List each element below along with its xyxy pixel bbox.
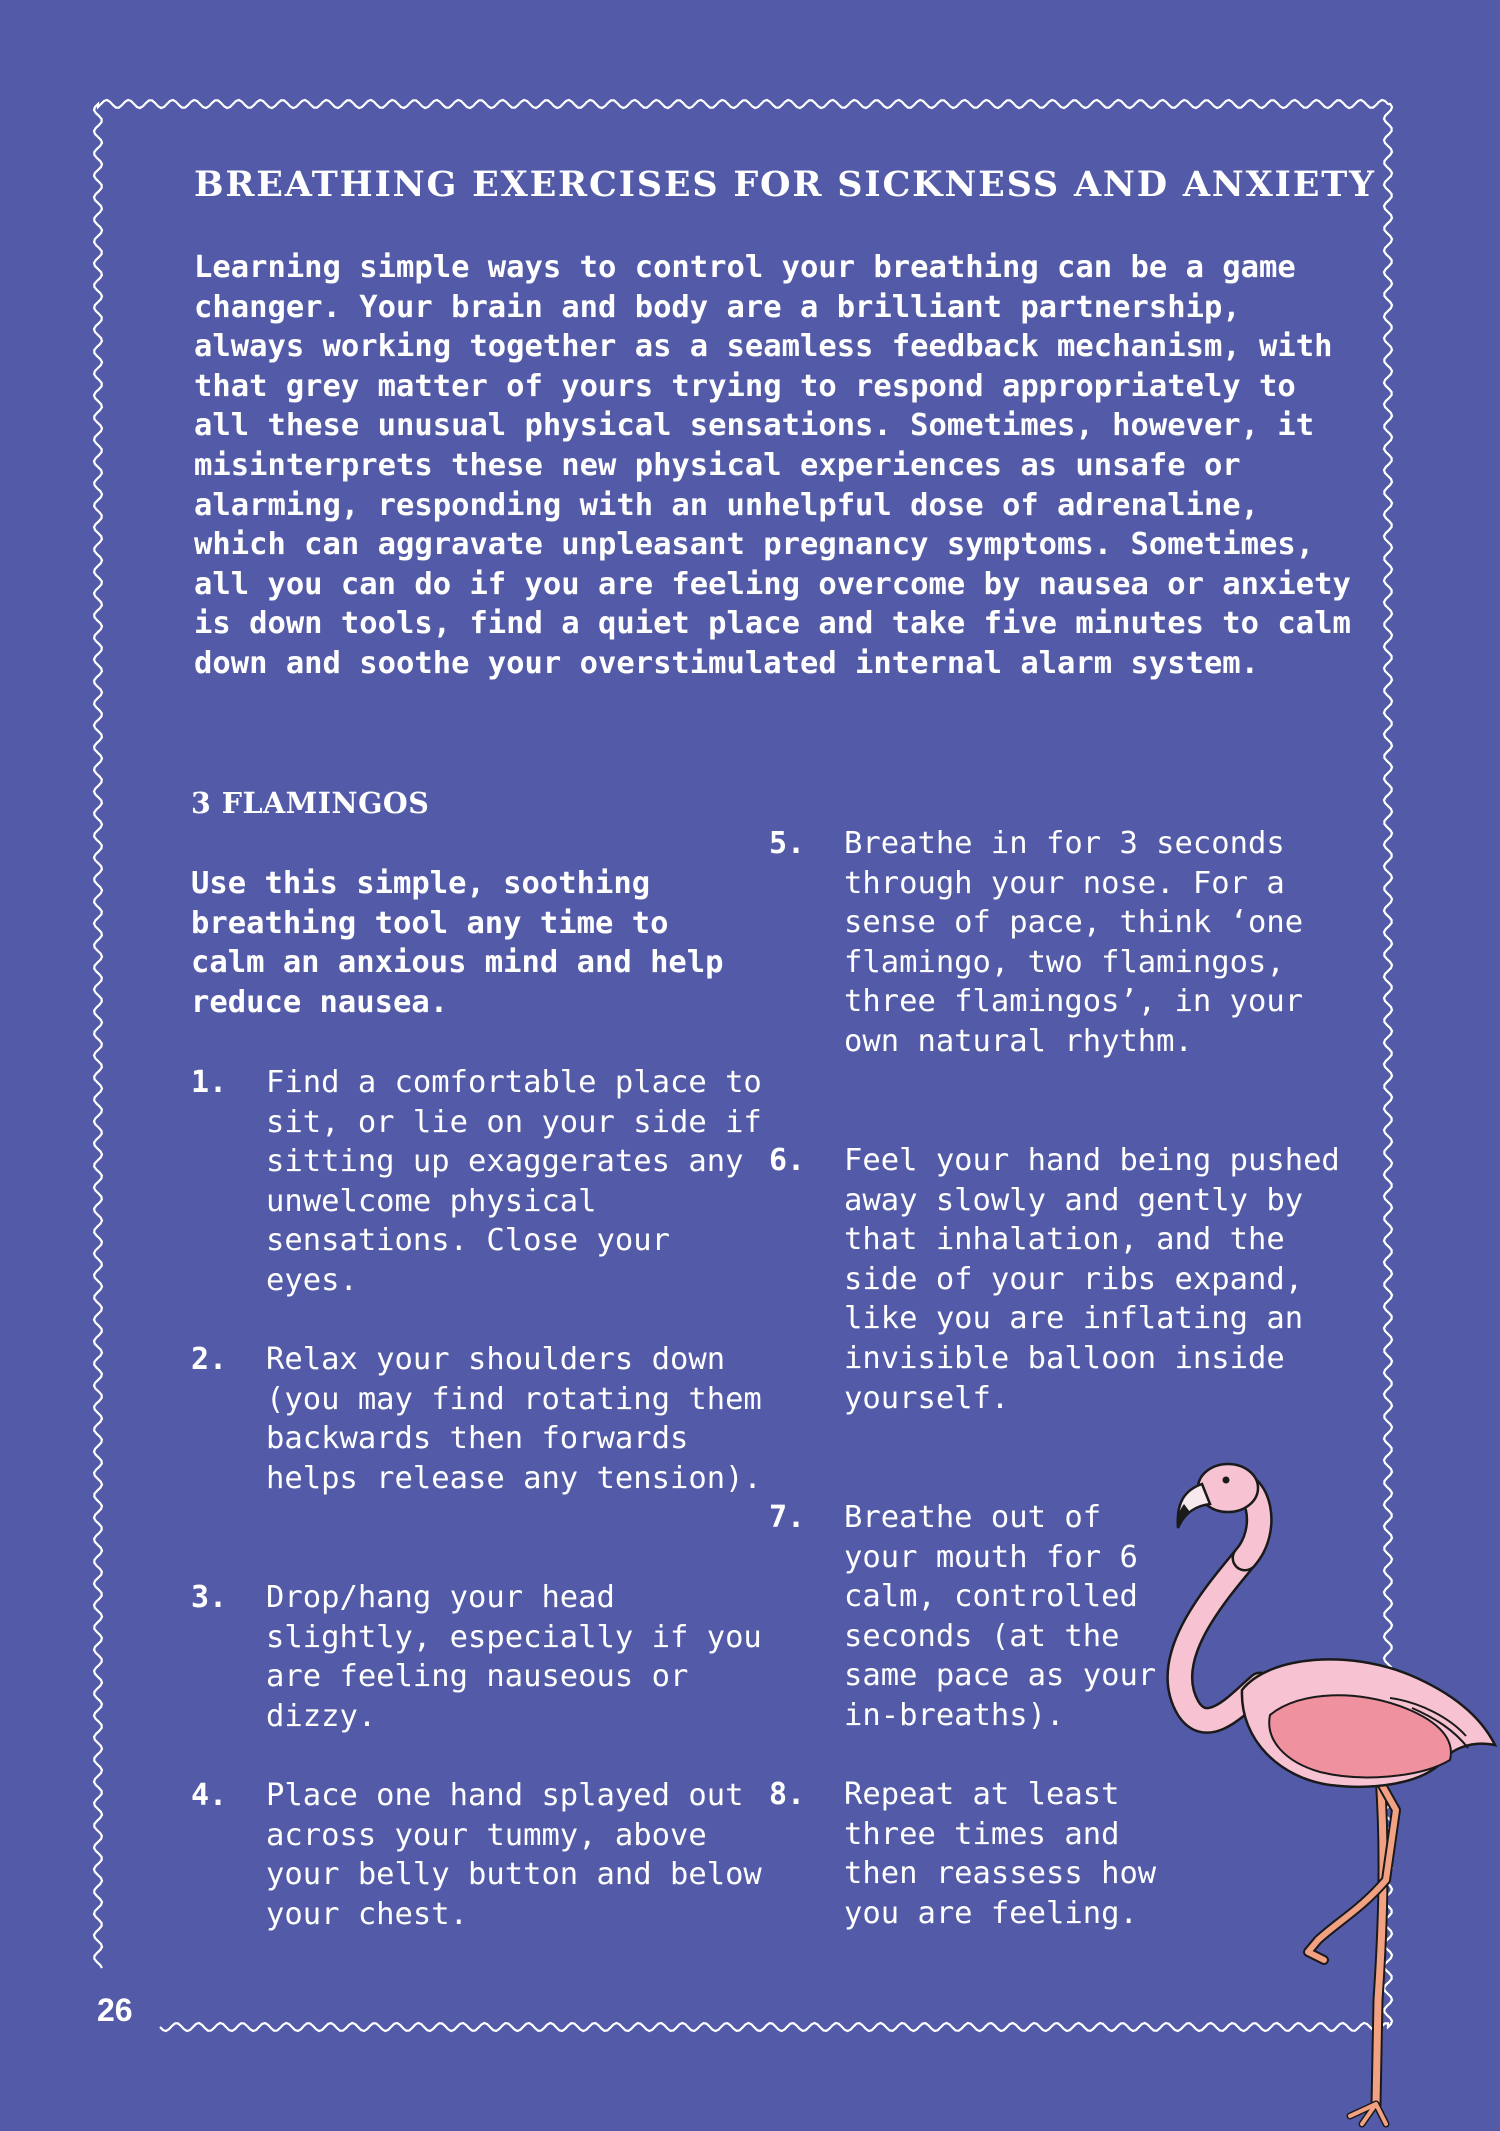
step-text: Breathe out of your mouth for 6 calm, controlled seconds (at the same pace as your in-breaths). [844, 1500, 1157, 1733]
section-heading: 3 FLAMINGOS [191, 786, 430, 820]
step-number: 1. [191, 1065, 228, 1100]
step-number: 3. [191, 1580, 228, 1615]
page-number: 26 [97, 1992, 133, 2028]
step-number: 8. [769, 1777, 806, 1812]
intro-paragraph: Learning simple ways to control your breathing can be a game changer. Your brain and body are a brilliant partnership, always working together as a seamless feedback mechanism, with that grey matter of yours trying to respond appropriately to all these unusual physical sensations. Sometimes, however, it misinterprets these new physical experiences as unsafe or alarming, responding with an unhelpful dose of adrenaline, which can aggravate unpleasant pregnancy symptoms. Sometimes, all you can do if you are feeling overcome by nausea or anxiety is down tools, find a quiet place and take five minutes to calm down and soothe your overstimulated internal alarm system. [194, 250, 1351, 681]
step-number: 7. [769, 1500, 806, 1535]
step-number: 4. [191, 1778, 228, 1813]
step-text: Repeat at least three times and then reassess how you are feeling. [844, 1777, 1157, 1931]
step-text: Drop/hang your head slightly, especially if you are feeling nauseous or dizzy. [266, 1580, 762, 1734]
step-text: Breathe in for 3 seconds through your nose. For a sense of pace, think ‘one flamingo, two flamingos, three flamingos’, in your own natural rhythm. [844, 826, 1304, 1059]
step-number: 2. [191, 1342, 228, 1377]
page-title: BREATHING EXERCISES FOR SICKNESS AND ANXIETY [194, 164, 1376, 205]
step-text: Place one hand splayed out across your tummy, above your belly button and below your chest. [266, 1778, 762, 1932]
step-text: Find a comfortable place to sit, or lie on your side if sitting up exaggerates any unwelcome physical sensations. Close your eyes. [266, 1065, 762, 1298]
flamingo-icon [1150, 1440, 1500, 2131]
step-number: 5. [769, 826, 806, 861]
step-number: 6. [769, 1143, 806, 1178]
step-text: Feel your hand being pushed away slowly and gently by that inhalation, and the side of your ribs expand, like you are inflating an invisible balloon inside yourself. [844, 1143, 1340, 1416]
section-intro: Use this simple, soothing breathing tool any time to calm an anxious mind and help reduce nausea. [191, 866, 724, 1020]
step-text: Relax your shoulders down (you may find rotating them backwards then forwards helps release any tension). [266, 1342, 762, 1496]
